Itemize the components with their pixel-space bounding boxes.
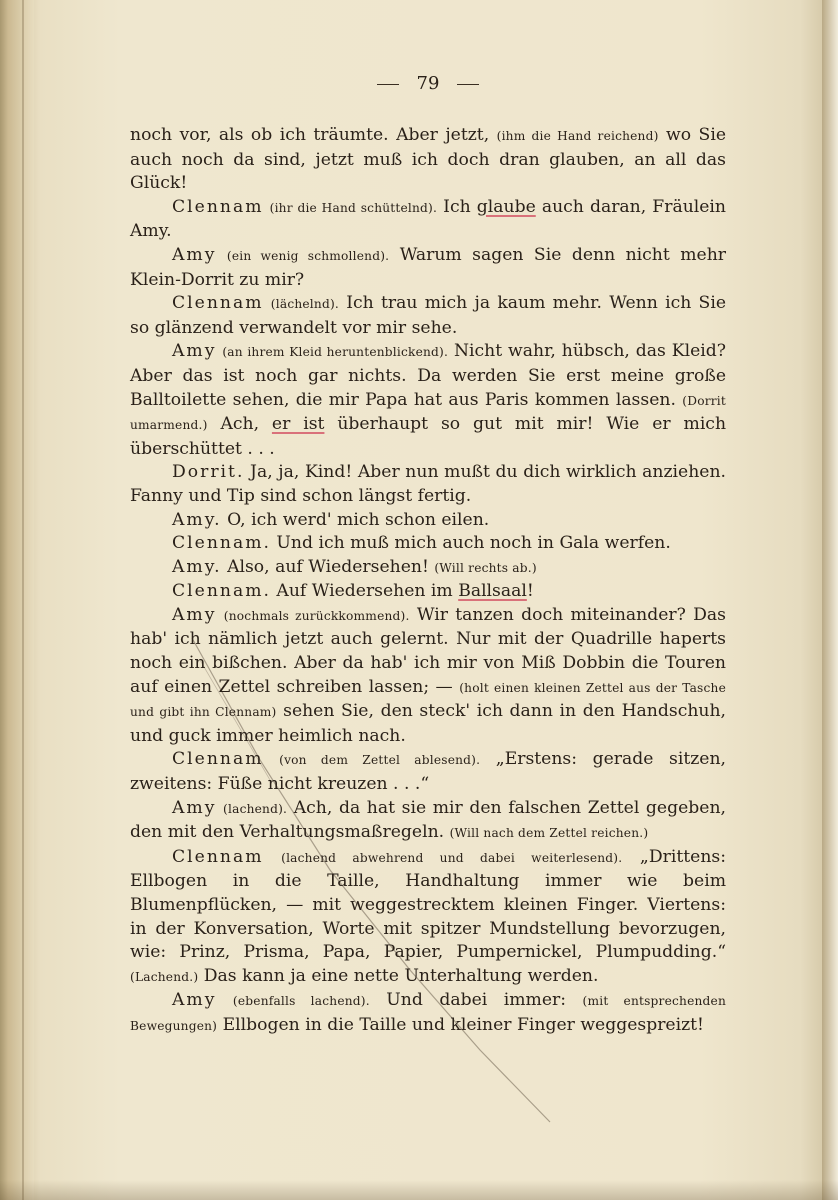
dialogue-text: Ach, da hat sie mir den falschen Zettel gegeben, den mit den Verhaltungsmaßregeln.	[130, 797, 726, 843]
dialogue-text: O, ich werd' mich schon eilen.	[221, 509, 490, 530]
underlined-word: glaube	[476, 196, 536, 217]
speaker-name: Clennam.	[172, 533, 271, 554]
dialogue-text: „Drittens: Ellbogen in die Taille, Handhaltung immer wie beim Blumenpflücken, — mit weggestrecktem kleinen Finger. Viertens: in der Konversation, Worte mit spitzer Mundstellung bevorzugen, wie: Prinz, Prisma, Papa, Papier, Pumpernickel, Plumpudding.“	[130, 846, 726, 963]
dialogue-text: wo Sie auch noch da sind, jetzt muß ich doch dran glauben, an all das Glück!	[130, 125, 726, 194]
speaker-name: Amy	[172, 990, 217, 1011]
dialogue-text: Auf Wiedersehen im	[270, 581, 459, 602]
paragraph	[130, 846, 726, 990]
paragraph	[130, 989, 726, 1038]
stage-direction: (holt einen kleinen Zettel aus der Tasche und gibt ihn Clennam)	[130, 680, 726, 720]
dialogue-text: Wir tanzen doch miteinander? Das hab' ich nämlich jetzt auch gelernt. Nur mit der Quadrille haperts noch ein bißchen. Aber da hab' ich mir von Miß Dobbin die Touren auf einen Zettel schreiben lassen; —	[130, 604, 727, 697]
underlined-word: er ist	[271, 414, 325, 435]
speaker-name: Clennam	[172, 196, 264, 217]
dialogue-text	[216, 605, 223, 625]
stage-direction: (ihm die Hand reichend)	[496, 129, 659, 143]
dialogue-text: Warum sagen Sie denn nicht mehr Klein-Dorrit zu mir?	[130, 244, 726, 290]
paragraph	[130, 196, 726, 244]
speaker-name: Clennam.	[172, 581, 271, 602]
stage-direction: (Will nach dem Zettel reichen.)	[449, 826, 649, 841]
dialogue-text	[264, 749, 280, 769]
dialogue-text: Das kann ja eine nette Unterhaltung werden.	[198, 965, 599, 986]
underlined-word: Ballsaal	[458, 581, 527, 602]
stage-direction: (an ihrem Kleid heruntenblickend).	[222, 345, 449, 360]
dialogue-text: Ich trau mich ja kaum mehr. Wenn ich Sie so glänzend verwandelt vor mir sehe.	[130, 293, 726, 338]
speaker-name: Amy.	[172, 509, 222, 530]
speaker-name: Amy	[172, 341, 217, 362]
dialogue-text: sehen Sie, den steck' ich dann in den Handschuh, und guck immer heimlich nach.	[130, 701, 726, 746]
dialogue-text: „Erstens: gerade sitzen, zweitens: Füße nicht kreuzen . . .“	[130, 749, 726, 795]
paragraph	[130, 797, 726, 846]
paragraph	[130, 461, 726, 508]
book-page	[130, 70, 726, 1039]
page-number	[130, 70, 726, 98]
stage-direction: (ein wenig schmollend).	[226, 248, 390, 263]
speaker-name: Amy	[172, 797, 217, 818]
dialogue-text: Und ich muß mich auch noch in Gala werfen.	[270, 533, 671, 554]
stage-direction: (Will rechts ab.)	[434, 560, 537, 575]
stage-direction: (lachend).	[223, 801, 288, 816]
stage-direction: (lächelnd).	[270, 297, 339, 312]
page-number-dash-left	[377, 84, 399, 85]
speaker-name: Amy.	[172, 556, 222, 577]
stage-direction: (Dorrit umarmend.)	[130, 393, 726, 433]
bottom-edge-shadow	[0, 1180, 838, 1200]
dialogue-text: Ja, ja, Kind! Aber nun mußt du dich wirklich anziehen. Fanny und Tip sind schon längst fertig.	[130, 462, 726, 506]
stage-direction: (mit entsprechenden Bewegungen)	[130, 994, 726, 1033]
paragraph	[130, 748, 726, 796]
speaker-name: Clennam	[172, 749, 264, 770]
dialogue-text: Nicht wahr, hübsch, das Kleid? Aber das ist noch gar nichts. Da werden Sie erst meine große Balltoilette sehen, die mir Papa hat aus Paris kommen lassen.	[130, 341, 726, 410]
dialogue-text	[264, 293, 271, 313]
speaker-name: Dorrit.	[172, 462, 245, 483]
speaker-name: Amy	[172, 244, 217, 265]
paragraph	[130, 292, 726, 340]
page-number-value: 79	[416, 73, 440, 94]
dialogue-text	[216, 990, 233, 1010]
binding-fold	[22, 0, 24, 1200]
paragraph	[130, 556, 726, 581]
stage-direction: (ebenfalls lachend).	[232, 994, 370, 1009]
stage-direction: (ihr die Hand schüttelnd).	[269, 200, 438, 215]
dialogue-text: Ich	[437, 196, 477, 217]
dialogue-text: Ellbogen in die Taille und kleiner Finger weggespreizt!	[217, 1014, 704, 1035]
dialogue-text: noch vor, als ob ich träumte. Aber jetzt,	[130, 125, 497, 145]
stage-direction: (Lachend.)	[130, 969, 199, 984]
play-text	[130, 124, 726, 1039]
dialogue-text: Also, auf Wiedersehen!	[221, 556, 435, 577]
book-binding	[0, 0, 34, 1200]
speaker-name: Amy	[172, 604, 217, 625]
paragraph	[130, 580, 726, 604]
dialogue-text: Und dabei immer:	[369, 990, 583, 1011]
dialogue-text: Ach,	[207, 414, 272, 435]
paragraph	[130, 340, 726, 461]
paragraph	[130, 124, 726, 196]
dialogue-text	[216, 245, 226, 265]
stage-direction: (nochmals zurückkommend).	[223, 608, 410, 623]
dialogue-text	[264, 847, 282, 867]
paragraph	[130, 532, 726, 556]
speaker-name: Clennam	[172, 293, 264, 314]
paragraph	[130, 509, 726, 533]
dialogue-text: auch daran, Fräulein Amy.	[130, 196, 726, 242]
stage-direction: (von dem Zettel ablesend).	[279, 753, 481, 768]
speaker-name: Clennam	[172, 846, 264, 867]
stage-direction: (lachend abwehrend und dabei weiterlesend).	[281, 850, 623, 865]
paragraph	[130, 604, 726, 749]
page-number-dash-right	[457, 84, 479, 85]
dialogue-text: !	[526, 581, 534, 602]
dialogue-text: überhaupt so gut mit mir! Wie er mich überschüttet . . .	[130, 414, 727, 459]
next-sheet-edge	[822, 0, 838, 1200]
paragraph	[130, 244, 726, 292]
